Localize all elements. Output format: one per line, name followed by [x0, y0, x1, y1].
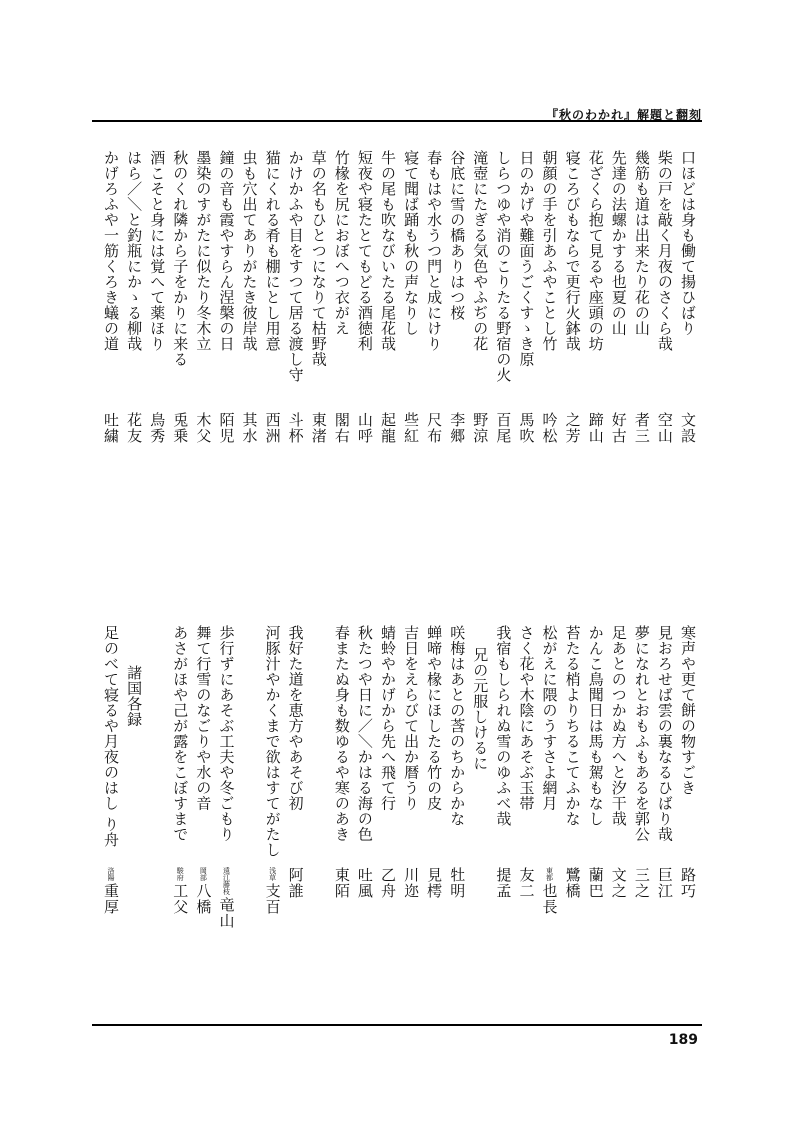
verse-column: [123, 625, 146, 925]
author-label: 斗杯: [286, 412, 305, 444]
verse-column: [423, 625, 446, 925]
verse-text: 河豚汁やかくまで欲はすてがたし: [263, 625, 282, 858]
verse-text: 歩行ずにあそぶ工夫や冬ごもり: [217, 625, 236, 842]
upper-verse-block: [100, 150, 700, 450]
author-name: [261, 412, 285, 444]
verse-text: 草の名もひとつになりて枯野哉: [309, 150, 328, 367]
author-label: 支百: [263, 883, 282, 915]
verse-text: 蜻蛉やかげから先へ飛て行: [378, 625, 397, 811]
author-label: 之芳: [563, 412, 582, 444]
verse-column: [146, 625, 169, 925]
verse-column: [331, 150, 354, 450]
author-name: [468, 412, 492, 444]
verse-text: 牛の尾も吹なびいたる尾花哉: [378, 150, 397, 352]
verse-column: [331, 625, 354, 925]
verse-column: [562, 150, 585, 450]
verse-text: 苔たる梢よりちるこてふかな: [563, 625, 582, 827]
verse-column: [354, 150, 377, 450]
verse-text: 見おろせば雲の裏なるひばり哉: [655, 625, 674, 842]
author-name: [261, 867, 285, 915]
author-name: [653, 867, 677, 899]
author-name: [538, 412, 562, 444]
author-name: [630, 412, 654, 444]
verse-text: 短夜や寝たとてもどる酒徳利: [355, 150, 374, 352]
author-label: 吐繍: [102, 412, 121, 444]
author-label: 乙舟: [378, 867, 397, 899]
author-label: 鷺橋: [563, 867, 582, 899]
verse-column: [123, 150, 146, 450]
verse-text: 兄の元服しけるに: [471, 647, 490, 771]
verse-text: 蝉啼や椽にほしたる竹の皮: [425, 625, 444, 811]
verse-column: [354, 625, 377, 925]
verse-text: 花ざくら抱て見るや座頭の坊: [586, 150, 605, 352]
verse-column: [377, 625, 400, 925]
author-label: 馬吹: [517, 412, 536, 444]
verse-column: [308, 150, 331, 450]
author-label: 見樗: [425, 867, 444, 899]
verse-text: 我好た道を恵方やあそび初: [286, 625, 305, 811]
place-note: 浅草: [268, 867, 277, 881]
author-name: [491, 867, 515, 899]
author-label: 野涼: [471, 412, 490, 444]
author-label: 三之: [632, 867, 651, 899]
place-note: 洛陽: [107, 867, 116, 881]
author-label: 花友: [125, 412, 144, 444]
author-name: [191, 412, 215, 444]
place-note: 岡部: [199, 867, 208, 881]
page-number: 189: [668, 1032, 698, 1048]
author-label: 東渚: [309, 412, 328, 444]
verse-column: [262, 625, 285, 925]
verse-text: 寝ころびもならで更行火鉢哉: [563, 150, 582, 352]
author-name: [630, 867, 654, 899]
verse-text: 竹椽を尻におぼへつ衣がえ: [332, 150, 351, 336]
verse-column: [423, 150, 446, 450]
verse-text: はら／＼と釣瓶にかゝる柳哉: [125, 150, 144, 352]
verse-column: [377, 150, 400, 450]
verse-text: 足あとのつかぬ方へと汐干哉: [609, 625, 628, 827]
author-name: [399, 412, 423, 444]
author-name: [676, 867, 700, 899]
verse-column: [285, 150, 308, 450]
verse-column: [538, 150, 561, 450]
verse-text: 墨染のすがたに似たり冬木立: [194, 150, 213, 352]
verse-text: 諸国各録: [125, 665, 144, 727]
verse-column: [400, 150, 423, 450]
author-name: [607, 867, 631, 899]
author-label: 友二: [517, 867, 536, 899]
verse-column: [654, 625, 677, 925]
verse-text: さく花や木陰にあそぶ玉帯: [517, 625, 536, 811]
author-name: [99, 867, 123, 915]
author-label: 百尾: [494, 412, 513, 444]
verse-text: 春もはや水うつ門と成にけり: [425, 150, 444, 352]
author-name: [191, 867, 215, 915]
verse-column: [469, 625, 492, 925]
verse-text: 谷底に雪の橋ありはつ桜: [448, 150, 467, 321]
author-name: [514, 867, 538, 899]
author-name: [330, 412, 354, 444]
verse-text: 日のかげや難面うごくすゝき原: [517, 150, 536, 367]
author-label: 文設: [679, 412, 697, 444]
verse-text: 寝て聞ば踊も秋の声なりし: [402, 150, 421, 336]
verse-text: 舞て行雪のなごりや水の音: [194, 625, 213, 811]
verse-text: あさがほや己が露をこぼすまで: [171, 625, 190, 842]
verse-column: [285, 625, 308, 925]
verse-text: かげろふや一筋くろき蟻の道: [102, 150, 121, 352]
author-name: [353, 412, 377, 444]
verse-column: [100, 625, 123, 925]
author-label: 空山: [655, 412, 674, 444]
author-label: 尺布: [425, 412, 444, 444]
author-label: 木父: [194, 412, 213, 444]
bottom-rule: [92, 1024, 702, 1026]
author-label: 者三: [632, 412, 651, 444]
author-label: 東陌: [332, 867, 351, 899]
author-label: 重厚: [102, 883, 121, 915]
verse-text: 足のべて寝るや月夜のはし り舟: [102, 625, 121, 848]
author-name: [145, 412, 169, 444]
verse-column: [400, 625, 423, 925]
author-name: [491, 412, 515, 444]
verse-column: [608, 150, 631, 450]
author-name: [284, 412, 308, 444]
verse-column: [562, 625, 585, 925]
verse-column: [608, 625, 631, 925]
author-label: 山呼: [355, 412, 374, 444]
author-name: [514, 412, 538, 444]
author-label: 工父: [171, 883, 190, 915]
verse-text: 口ほどは身も働て揚ひばり: [679, 150, 697, 336]
verse-column: [538, 625, 561, 925]
author-label: 西洲: [263, 412, 282, 444]
author-label: 提孟: [494, 867, 513, 899]
author-label: 蹄山: [586, 412, 605, 444]
author-label: 竜山: [217, 897, 236, 929]
place-note: 遠江藤枝: [222, 867, 231, 895]
author-label: 吐風: [355, 867, 374, 899]
author-label: 閣右: [332, 412, 351, 444]
verse-column: [238, 625, 261, 925]
verse-column: [469, 150, 492, 450]
author-label: 牡明: [448, 867, 467, 899]
author-name: [399, 867, 423, 899]
author-name: [653, 412, 677, 444]
verse-column: [631, 150, 654, 450]
verse-text: 秋のくれ隣から子をかりに来る: [171, 150, 190, 367]
verse-text: 吉日をえらびて出か暦うり: [402, 625, 421, 811]
verse-column: [192, 150, 215, 450]
verse-column: [677, 150, 700, 450]
verse-column: [308, 625, 331, 925]
author-name: [422, 867, 446, 899]
author-name: [353, 867, 377, 899]
author-name: [122, 412, 146, 444]
verse-column: [492, 150, 515, 450]
author-name: [376, 867, 400, 899]
verse-text: 寒声や更て餅の物すごき: [679, 625, 697, 796]
verse-text: 朝顔の手を引あふやことし竹: [540, 150, 559, 352]
verse-column: [262, 150, 285, 450]
author-name: [445, 867, 469, 899]
verse-text: 秋たつや日に／＼かはる海の色: [355, 625, 374, 842]
verse-text: 我宿もしられぬ雪のゆふべ哉: [494, 625, 513, 827]
author-name: [584, 412, 608, 444]
author-name: [445, 412, 469, 444]
verse-column: [492, 625, 515, 925]
verse-column: [446, 150, 469, 450]
verse-column: [515, 150, 538, 450]
author-label: 路巧: [679, 867, 697, 899]
author-name: [214, 867, 238, 929]
author-label: 阿誰: [286, 867, 305, 899]
verse-column: [677, 625, 700, 925]
verse-text: 虫も穴出てありがたき彼岸哉: [240, 150, 259, 352]
verse-text: 滝壺にたぎる気色やふぢの花: [471, 150, 490, 352]
author-name: [376, 412, 400, 444]
verse-column: [238, 150, 261, 450]
author-name: [584, 867, 608, 899]
author-name: [168, 867, 192, 915]
author-name: [422, 412, 446, 444]
author-label: 起龍: [378, 412, 397, 444]
verse-text: 夢になれとおもふもあるを郭公: [632, 625, 651, 842]
verse-text: 先達の法螺かする也夏の山: [609, 150, 628, 336]
verse-column: [585, 625, 608, 925]
author-label: 兎乗: [171, 412, 190, 444]
top-rule: [92, 120, 702, 122]
author-label: 鳥秀: [148, 412, 167, 444]
verse-text: かんこ鳥聞日は馬も駕もなし: [586, 625, 605, 827]
place-note: 駿府: [176, 867, 185, 881]
verse-column: [446, 625, 469, 925]
verse-column: [215, 625, 238, 929]
verse-text: かけかふや目をすつて居る渡し守: [286, 150, 305, 383]
author-label: 好古: [609, 412, 628, 444]
author-name: [214, 412, 238, 444]
verse-column: [515, 625, 538, 925]
verse-text: 咲梅はあとの莟のちからかな: [448, 625, 467, 827]
verse-text: 春またぬ身も数ゆるや寒のあき: [332, 625, 351, 842]
author-name: [99, 412, 123, 444]
verse-column: [169, 150, 192, 450]
verse-column: [631, 625, 654, 925]
verse-column: [215, 150, 238, 450]
verse-column: [192, 625, 215, 925]
author-label: 李郷: [448, 412, 467, 444]
author-label: 川迩: [402, 867, 421, 899]
verse-column: [654, 150, 677, 450]
verse-text: 鐘の音も霞やすらん涅槃の日: [217, 150, 236, 352]
author-name: [307, 412, 331, 444]
verse-text: 松がえに隈のうすさよ網月: [540, 625, 559, 811]
author-label: 陌児: [217, 412, 236, 444]
author-name: [330, 867, 354, 899]
author-label: 八橋: [194, 883, 213, 915]
verse-text: 柴の戸を敲く月夜のさくら哉: [655, 150, 674, 352]
verse-text: しらつゆや消のこりたる野宿の火: [494, 150, 513, 383]
lower-verse-block: [100, 625, 700, 929]
running-head: 『秋のわかれ』解題と翻刻: [545, 108, 702, 122]
verse-column: [100, 150, 123, 450]
author-name: [607, 412, 631, 444]
author-label: 文之: [609, 867, 628, 899]
verse-column: [585, 150, 608, 450]
author-name: [676, 412, 700, 444]
verse-column: [169, 625, 192, 925]
author-name: [168, 412, 192, 444]
verse-text: 猫にくれる肴も棚にとし用意: [263, 150, 282, 352]
author-label: 巨江: [655, 867, 674, 899]
author-name: [561, 867, 585, 899]
verse-text: 酒こそと身には覚へて薬ほり: [148, 150, 167, 352]
author-name: [238, 412, 262, 444]
author-name: [538, 867, 562, 915]
author-label: 其水: [240, 412, 259, 444]
author-label: 蘭巴: [586, 867, 605, 899]
author-label: 些紅: [402, 412, 421, 444]
author-name: [284, 867, 308, 899]
place-note: 東都: [545, 867, 554, 881]
verse-text: 幾筋も道は出来たり花の山: [632, 150, 651, 336]
author-label: 吟松: [540, 412, 559, 444]
author-name: [561, 412, 585, 444]
verse-column: [146, 150, 169, 450]
author-label: 也長: [540, 883, 559, 915]
